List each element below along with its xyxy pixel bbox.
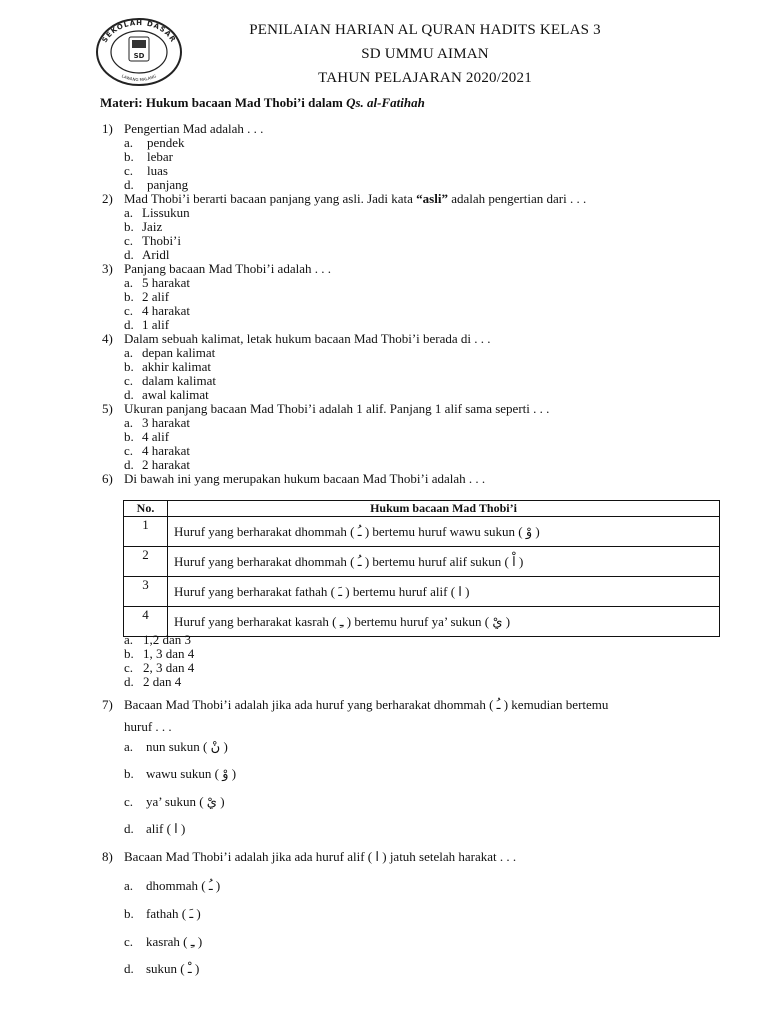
option-text: 3 harakat (142, 415, 191, 430)
q2-text-before: Mad Thobi’i berarti bacaan panjang yang asli. Jadi kata (124, 191, 417, 206)
q5-option-c[interactable] (124, 443, 191, 458)
option-text: panjang (147, 177, 189, 192)
q4-text: Dalam sebuah kalimat, letak hukum bacaan Mad Thobi’i berada di . . . (124, 331, 491, 346)
option-letter: d. (124, 387, 134, 402)
option-text: 1,2 dan 3 (143, 632, 192, 647)
q6-number: 6) (102, 471, 113, 486)
table-cell-no: 1 (124, 517, 168, 547)
table-row (124, 577, 720, 607)
table-cell-text: Huruf yang berharakat dhommah ( ـُ ) bertemu huruf alif sukun ( اْ ) (168, 547, 720, 577)
option-letter: a. (124, 632, 134, 647)
option-text: sukun ( ـْ ) (146, 961, 200, 976)
option-letter: b. (124, 149, 134, 164)
q5-number: 5) (102, 401, 113, 416)
q5-text: Ukuran panjang bacaan Mad Thobi’i adalah 1 alif. Panjang 1 alif sama seperti . . . (124, 401, 550, 416)
option-text: dalam kalimat (142, 373, 217, 388)
option-text: Aridl (142, 247, 170, 262)
option-text: awal kalimat (142, 387, 209, 402)
option-text: 5 harakat (142, 275, 191, 290)
logo-bottom-text: LAWANG MALANG (120, 73, 157, 83)
option-letter: c. (124, 443, 134, 458)
q7-text-line2: huruf . . . (124, 719, 172, 734)
q2-text (124, 192, 586, 206)
option-text: 4 harakat (142, 443, 191, 458)
option-text: 1 alif (142, 317, 170, 332)
option-text: ya’ sukun ( يْ ) (146, 794, 225, 809)
header-title: PENILAIAN HARIAN AL QURAN HADITS KELAS 3 (249, 22, 601, 38)
option-letter: c. (124, 794, 134, 809)
option-text: fathah ( ـَ ) (146, 906, 201, 921)
q8-option-a[interactable] (124, 878, 221, 893)
table-cell-no: 3 (124, 577, 168, 607)
logo-center-text: SD (133, 52, 145, 60)
q8-option-d[interactable] (124, 961, 200, 976)
q4-option-a[interactable] (124, 345, 216, 360)
option-text: pendek (147, 135, 185, 150)
option-letter: c. (124, 303, 134, 318)
q7-option-d[interactable] (124, 821, 186, 836)
q3-option-c[interactable] (124, 303, 191, 318)
q5-option-b[interactable] (124, 429, 170, 444)
q7-option-c[interactable] (124, 794, 225, 809)
option-text: nun sukun ( نْ ) (146, 739, 228, 754)
option-letter: a. (124, 345, 134, 360)
option-letter: c. (124, 934, 134, 949)
q1-number: 1) (102, 121, 113, 136)
q2-option-c[interactable] (124, 233, 181, 248)
q8-option-b[interactable] (124, 906, 201, 921)
option-text: 2, 3 dan 4 (143, 660, 195, 675)
q3-text: Panjang bacaan Mad Thobi’i adalah . . . (124, 261, 331, 276)
q4-option-c[interactable] (124, 373, 217, 388)
option-letter: b. (124, 906, 134, 921)
table-header-row (124, 501, 720, 517)
header-school: SD UMMU AIMAN (361, 46, 489, 62)
table-row (124, 547, 720, 577)
q5-option-a[interactable] (124, 415, 191, 430)
option-text: kasrah ( ـِ ) (146, 934, 203, 949)
q3-option-b[interactable] (124, 289, 170, 304)
option-text: lebar (147, 149, 173, 164)
table-row (124, 517, 720, 547)
q7-number: 7) (102, 697, 113, 712)
q4-option-b[interactable] (124, 359, 211, 374)
option-text: luas (147, 163, 168, 178)
q6-option-c[interactable] (124, 660, 195, 675)
table-header-no: No. (124, 501, 168, 517)
option-text: wawu sukun ( وْ ) (146, 766, 237, 781)
q1-text: Pengertian Mad adalah . . . (124, 121, 264, 136)
option-letter: d. (124, 177, 134, 192)
q1-option-d[interactable] (124, 177, 189, 192)
option-text: Jaiz (142, 219, 163, 234)
option-letter: c. (124, 233, 134, 248)
option-letter: d. (124, 317, 134, 332)
option-text: depan kalimat (142, 345, 216, 360)
option-letter: a. (124, 739, 134, 754)
option-letter: d. (124, 247, 134, 262)
option-letter: b. (124, 359, 134, 374)
option-letter: a. (124, 205, 134, 220)
option-text: 2 harakat (142, 457, 191, 472)
table-cell-no: 2 (124, 547, 168, 577)
q2-option-a[interactable] (124, 205, 190, 220)
q4-option-d[interactable] (124, 387, 209, 402)
option-letter: b. (124, 219, 134, 234)
option-letter: c. (124, 373, 134, 388)
table-cell-text: Huruf yang berharakat dhommah ( ـُ ) bertemu huruf wawu sukun ( وْ ) (168, 517, 720, 547)
option-text: akhir kalimat (142, 359, 211, 374)
hukum-table (123, 500, 720, 637)
q3-option-d[interactable] (124, 317, 170, 332)
option-text: 2 dan 4 (143, 674, 182, 689)
q2-text-bold: “asli” (416, 191, 448, 206)
option-text: Thobi’i (142, 233, 181, 248)
q7-option-b[interactable] (124, 766, 237, 781)
option-letter: a. (124, 415, 134, 430)
q1-option-a[interactable] (124, 135, 185, 150)
q2-text-after: adalah pengertian dari . . . (447, 191, 587, 206)
option-letter: c. (124, 660, 134, 675)
q2-option-d[interactable] (124, 247, 170, 262)
option-letter: d. (124, 821, 134, 836)
q1-option-c[interactable] (124, 163, 168, 178)
option-letter: b. (124, 429, 134, 444)
option-letter: d. (124, 674, 134, 689)
materi-line (100, 96, 425, 110)
materi-label: Materi: Hukum bacaan Mad Thobi’i dalam (100, 95, 347, 110)
q6-option-a[interactable] (124, 632, 192, 647)
table-header-hukum: Hukum bacaan Mad Thobi’i (168, 501, 720, 517)
option-letter: c. (124, 163, 134, 178)
table-row (124, 607, 720, 637)
q6-option-d[interactable] (124, 674, 182, 689)
option-letter: a. (124, 135, 134, 150)
q1-option-b[interactable] (124, 149, 173, 164)
option-text: alif ( ا ) (146, 821, 186, 836)
q4-number: 4) (102, 331, 113, 346)
q3-number: 3) (102, 261, 113, 276)
materi-surah: Qs. al-Fatihah (346, 95, 425, 110)
option-text: 4 harakat (142, 303, 191, 318)
option-text: 1, 3 dan 4 (143, 646, 195, 661)
option-letter: a. (124, 275, 134, 290)
q8-number: 8) (102, 849, 113, 864)
option-letter: b. (124, 646, 134, 661)
option-letter: d. (124, 457, 134, 472)
option-text: dhommah ( ـُ ) (146, 878, 221, 893)
q7-text-line1: Bacaan Mad Thobi’i adalah jika ada huruf yang berharakat dhommah ( ـُ ) kemudian bertemu (124, 697, 609, 712)
q8-option-c[interactable] (124, 934, 203, 949)
q3-option-a[interactable] (124, 275, 191, 290)
option-text: 2 alif (142, 289, 170, 304)
header-year: TAHUN PELAJARAN 2020/2021 (318, 70, 532, 86)
option-letter: d. (124, 961, 134, 976)
q8-text: Bacaan Mad Thobi’i adalah jika ada huruf alif ( ا ) jatuh setelah harakat . . . (124, 849, 517, 864)
option-letter: b. (124, 766, 134, 781)
q2-number: 2) (102, 191, 113, 206)
table-cell-text: Huruf yang berharakat kasrah ( ـِ ) bertemu huruf ya’ sukun ( يْ ) (168, 607, 720, 637)
option-text: Lissukun (142, 205, 190, 220)
option-letter: b. (124, 289, 134, 304)
q7-option-a[interactable] (124, 739, 228, 754)
q6-text: Di bawah ini yang merupakan hukum bacaan Mad Thobi’i adalah . . . (124, 471, 486, 486)
logo-top-text: SEKOLAH DASAR (100, 18, 178, 45)
option-text: 4 alif (142, 429, 170, 444)
q6-option-b[interactable] (124, 646, 195, 661)
option-letter: a. (124, 878, 134, 893)
q5-option-d[interactable] (124, 457, 191, 472)
table-cell-no: 4 (124, 607, 168, 637)
q2-option-b[interactable] (124, 219, 163, 234)
table-cell-text: Huruf yang berharakat fathah ( ـَ ) bertemu huruf alif ( ا ) (168, 577, 720, 607)
